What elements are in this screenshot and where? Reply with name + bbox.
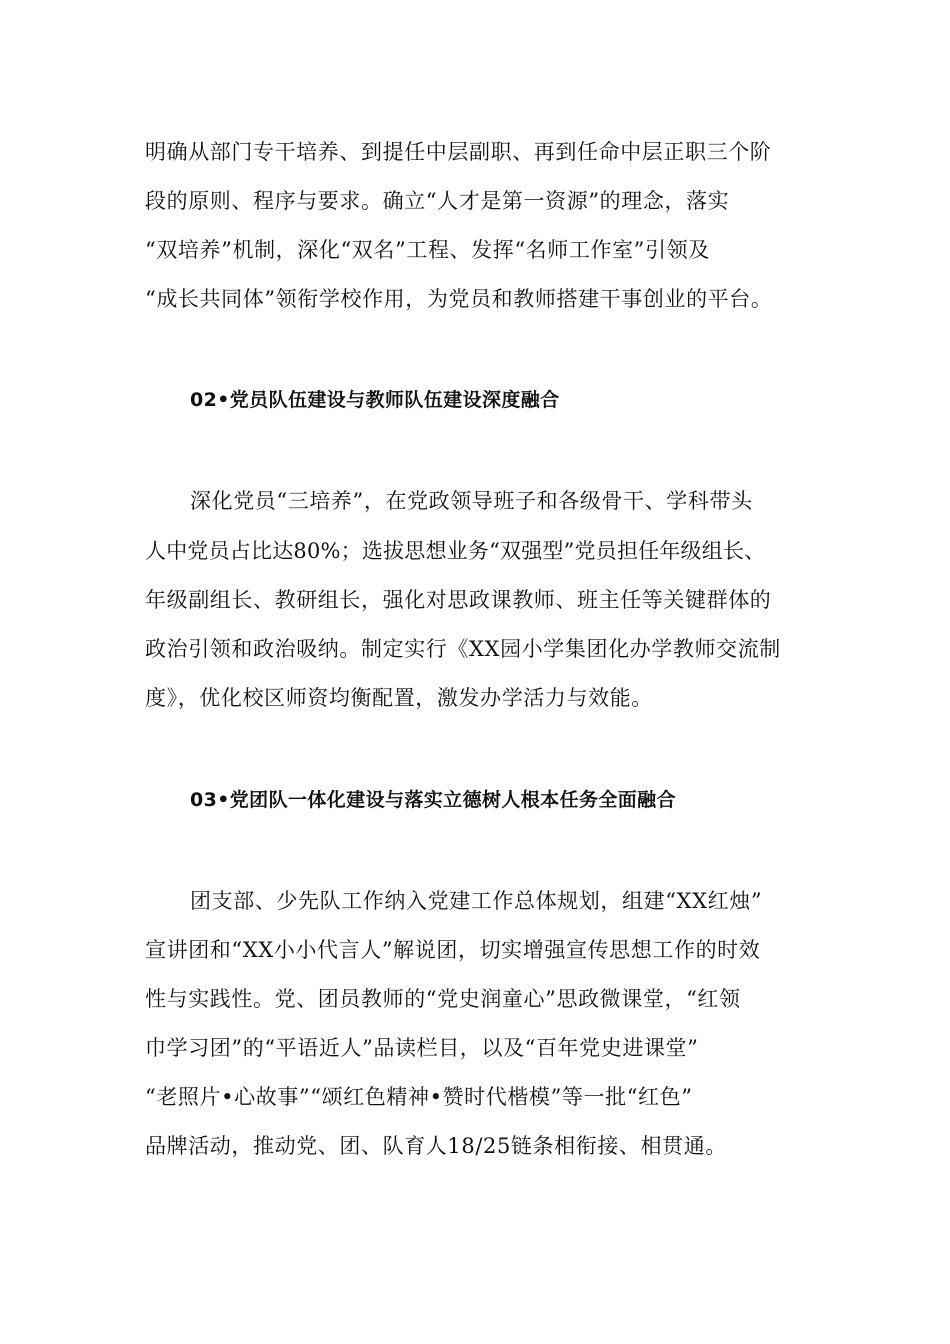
paragraph-line: “双培养”机制，深化“双名”工程、发挥“名师工作室”引领及 xyxy=(145,238,710,262)
paragraph-line: “成长共同体”领衔学校作用，为党员和教师搭建干事创业的平台。 xyxy=(145,287,773,311)
paragraph-line: 明确从部门专干培养、到提任中层副职、再到任命中层正职三个阶 xyxy=(145,140,772,164)
paragraph-line: 年级副组长、教研组长，强化对思政课教师、班主任等关键群体的 xyxy=(145,588,772,612)
paragraph-line: 深化党员“三培养”，在党政领导班子和各级骨干、学科带头 xyxy=(190,489,753,513)
paragraph-line: 度》，优化校区师资均衡配置，激发办学活力与效能。 xyxy=(145,686,653,710)
paragraph-line: 政治引领和政治吸纳。制定实行《XX园小学集团化办学教师交流制 xyxy=(145,637,781,661)
paragraph-line: 段的原则、程序与要求。确立“人才是第一资源”的理念，落实 xyxy=(145,189,730,213)
paragraph-line: 宣讲团和“XX小小代言人”解说团，切实增强宣传思想工作的时效 xyxy=(145,938,761,962)
paragraph-line: 团支部、少先队工作纳入党建工作总体规划，组建“XX红烛” xyxy=(190,889,763,913)
paragraph-line: 人中党员占比达80%；选拔思想业务“双强型”党员担任年级组长、 xyxy=(145,539,766,563)
section-heading-03: 03•党团队一体化建设与落实立德树人根本任务全面融合 xyxy=(190,789,676,811)
paragraph-line: 品牌活动，推动党、团、队育人18/25链条相衔接、相贯通。 xyxy=(145,1134,727,1158)
paragraph-line: 巾学习团”的“平语近人”品读栏目，以及“百年党史进课堂” xyxy=(145,1036,699,1060)
paragraph-line: 性与实践性。党、团员教师的“党史润童心”思政微课堂，“红领 xyxy=(145,987,741,1011)
paragraph-line: “老照片•心故事”“颂红色精神•赞时代楷模”等一批“红色” xyxy=(145,1085,693,1109)
section-heading-02: 02•党员队伍建设与教师队伍建设深度融合 xyxy=(190,389,560,411)
